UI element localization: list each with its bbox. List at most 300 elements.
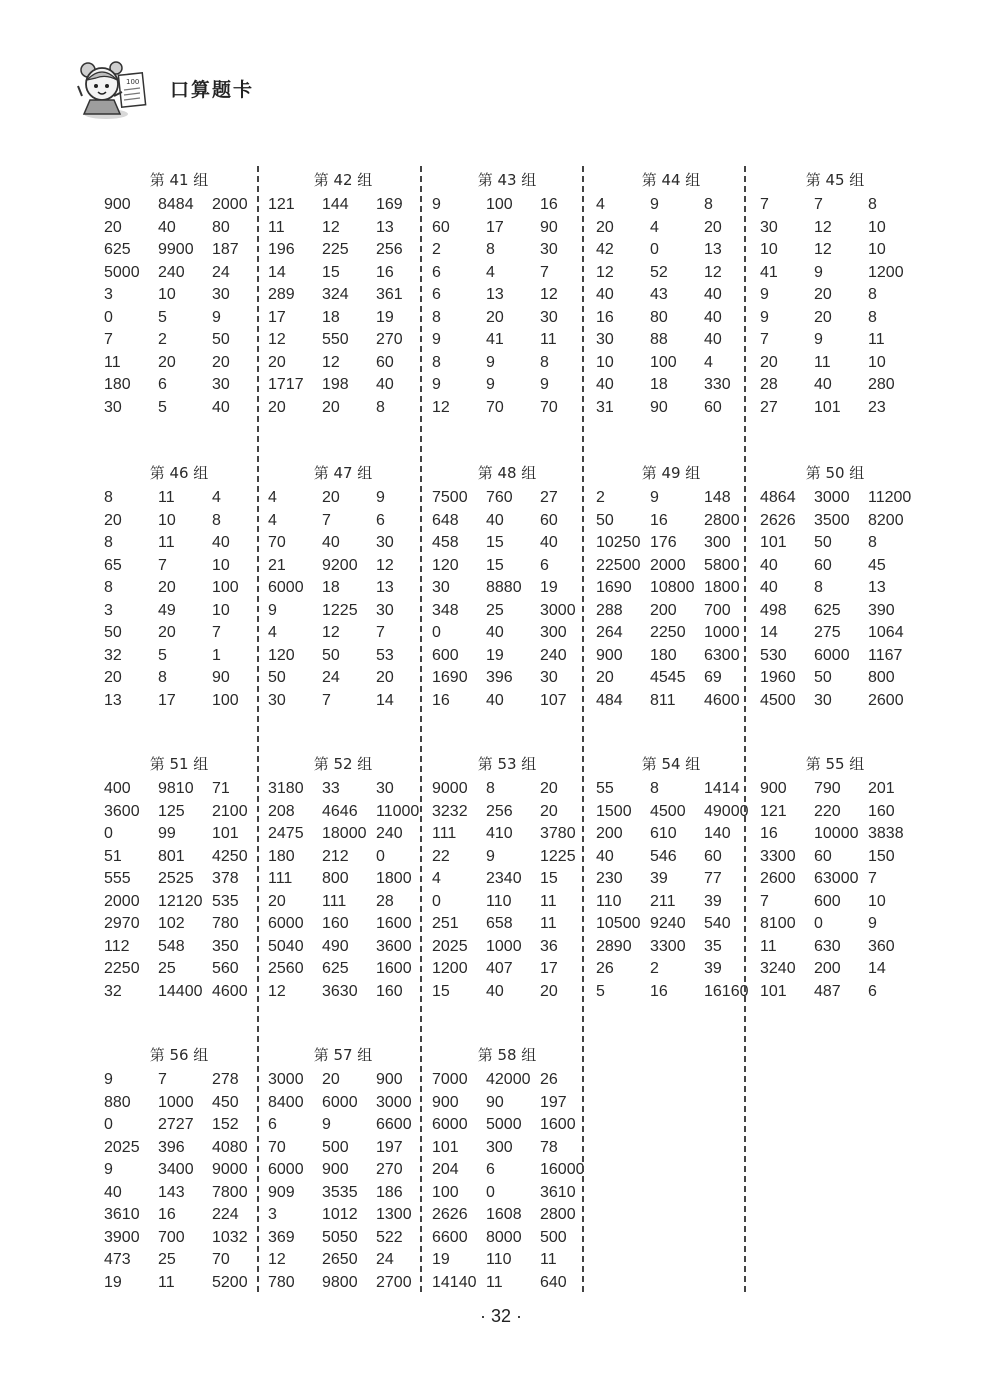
answer-row: [268, 1249, 424, 1272]
answer-value: 4646: [322, 802, 358, 820]
answer-value: 7: [322, 691, 331, 709]
answer-value: 20: [158, 353, 176, 371]
answer-value: 112: [104, 937, 130, 955]
answer-row: [104, 262, 260, 285]
answer-value: 9: [432, 331, 441, 348]
answer-value: 9: [104, 1071, 113, 1088]
answer-value: 10000: [814, 825, 859, 842]
answer-row: [596, 891, 752, 914]
answer-value: 17: [540, 960, 558, 977]
answer-value: 9: [760, 308, 769, 326]
group-title: 第 58 组: [477, 1046, 537, 1064]
answer-row: [268, 1227, 424, 1250]
answer-value: 7: [868, 870, 877, 887]
answer-value: 70: [268, 1138, 286, 1156]
answer-value: 3232: [432, 802, 468, 820]
answer-value: 9200: [322, 556, 358, 574]
answer-value: 15: [486, 556, 504, 574]
answer-value: 187: [212, 241, 239, 258]
answer-row: [268, 284, 424, 307]
answer-value: 8: [704, 196, 713, 213]
answer-row: [268, 913, 424, 936]
answer-value: 6000: [814, 646, 850, 664]
answer-value: 10: [868, 353, 886, 371]
answer-row: [596, 645, 752, 668]
answer-value: 2250: [650, 624, 686, 641]
answer-value: 180: [104, 376, 131, 393]
answer-value: 270: [376, 331, 403, 348]
answer-value: 10500: [596, 915, 641, 932]
answer-row: [104, 284, 260, 307]
answer-row: [268, 532, 424, 555]
answer-value: 16: [432, 691, 450, 709]
answer-value: 8: [432, 353, 441, 371]
answer-value: 801: [158, 847, 185, 865]
answer-value: 27: [760, 398, 778, 416]
answer-value: 487: [814, 982, 841, 1000]
answer-value: 100: [212, 579, 239, 596]
group-title: 第 45 组: [805, 171, 865, 189]
answer-value: 0: [104, 1116, 113, 1133]
answer-value: 70: [212, 1251, 230, 1268]
answer-value: 4: [704, 353, 713, 371]
answer-value: 0: [814, 915, 823, 932]
answer-value: 25: [158, 960, 176, 977]
answer-value: 152: [212, 1116, 239, 1133]
answer-row: [760, 374, 916, 397]
group-title: 第 46 组: [149, 464, 209, 482]
answer-value: 12: [268, 331, 286, 348]
answer-value: 224: [212, 1206, 239, 1223]
group-title: 第 55 组: [805, 755, 865, 773]
answer-value: 100: [650, 353, 677, 371]
answer-row: [432, 329, 588, 352]
answer-row: [760, 194, 916, 217]
group-title: 第 42 组: [313, 171, 373, 189]
answer-value: 16: [158, 1206, 176, 1223]
answer-value: 396: [158, 1138, 185, 1156]
answer-value: 225: [322, 241, 349, 258]
answer-value: 120: [268, 646, 295, 664]
answer-value: 9: [432, 196, 441, 213]
answer-value: 50: [814, 669, 832, 686]
answer-value: 20: [540, 780, 558, 797]
answer-value: 4: [268, 511, 277, 529]
page-title: 口算题卡: [170, 78, 255, 101]
exercise-group: [424, 459, 588, 712]
answer-value: 10: [868, 218, 886, 236]
answer-value: 458: [432, 534, 459, 551]
answer-value: 7: [376, 624, 385, 641]
answer-value: 4: [596, 196, 605, 213]
answer-value: 11: [486, 1273, 503, 1291]
answer-row: [432, 913, 588, 936]
answer-row: [268, 801, 424, 824]
answer-value: 3600: [104, 802, 140, 820]
answer-value: 16: [650, 511, 668, 529]
answer-value: 546: [650, 847, 677, 865]
answer-value: 11: [868, 331, 885, 348]
answer-value: 20: [814, 308, 832, 326]
answer-row: [432, 532, 588, 555]
answer-row: [760, 823, 916, 846]
answer-value: 19: [486, 646, 504, 664]
answer-value: 14: [868, 960, 886, 977]
answer-value: 396: [486, 669, 513, 686]
answer-value: 143: [158, 1183, 185, 1201]
answer-value: 2626: [432, 1206, 468, 1223]
answer-value: 2600: [868, 691, 904, 709]
answer-value: 1225: [540, 847, 576, 865]
answer-value: 39: [704, 960, 722, 977]
answer-value: 8000: [486, 1228, 522, 1246]
answer-value: 8484: [158, 196, 194, 213]
answer-value: 3610: [540, 1183, 576, 1201]
exercise-group: [96, 1041, 260, 1294]
answer-value: 14400: [158, 982, 203, 1000]
answer-row: [268, 577, 424, 600]
answer-value: 5800: [704, 556, 740, 574]
answer-value: 10: [868, 241, 886, 258]
answer-value: 30: [376, 534, 394, 551]
answer-value: 14140: [432, 1273, 477, 1291]
answer-value: 78: [540, 1138, 558, 1156]
answer-value: 6: [268, 1116, 277, 1133]
answer-value: 22500: [596, 556, 641, 574]
answer-value: 20: [376, 669, 394, 686]
answer-value: 220: [814, 802, 841, 820]
answer-value: 4: [650, 218, 659, 236]
answer-row: [760, 981, 916, 1004]
answer-value: 800: [322, 870, 349, 887]
answer-value: 111: [432, 825, 457, 842]
answer-value: 2890: [596, 937, 632, 955]
answer-value: 14: [760, 624, 778, 641]
answer-row: [104, 1204, 260, 1227]
answer-row: [760, 329, 916, 352]
answer-value: 700: [158, 1228, 185, 1246]
exercise-group: [96, 166, 260, 419]
answer-row: [760, 307, 916, 330]
answer-row: [760, 487, 916, 510]
answer-value: 110: [486, 892, 512, 910]
answer-value: 3900: [104, 1228, 140, 1246]
answer-value: 20: [704, 218, 722, 236]
answer-value: 14: [268, 263, 286, 281]
answer-row: [432, 307, 588, 330]
exercise-group: [424, 750, 588, 1003]
answer-value: 41: [760, 263, 778, 281]
answer-value: 12: [322, 353, 340, 371]
answer-value: 900: [376, 1071, 403, 1088]
answer-value: 30: [268, 691, 286, 709]
answer-row: [268, 487, 424, 510]
answer-value: 0: [432, 892, 441, 910]
answer-row: [104, 778, 260, 801]
answer-row: [268, 374, 424, 397]
answer-value: 101: [760, 982, 787, 1000]
answer-value: 3610: [104, 1206, 140, 1223]
answer-row: [268, 1182, 424, 1205]
answer-value: 8: [868, 308, 877, 326]
answer-value: 16: [760, 825, 778, 842]
answer-value: 2: [596, 489, 605, 506]
answer-row: [760, 690, 916, 713]
answer-row: [104, 667, 260, 690]
answer-value: 40: [814, 376, 832, 393]
answer-row: [104, 622, 260, 645]
answer-value: 270: [376, 1161, 403, 1178]
answer-row: [760, 958, 916, 981]
answer-value: 378: [212, 870, 239, 887]
answer-value: 30: [432, 579, 450, 596]
answer-value: 16000: [540, 1161, 585, 1178]
answer-value: 110: [596, 892, 622, 910]
answer-value: 12: [540, 286, 558, 303]
answer-value: 15: [432, 982, 450, 1000]
answer-value: 540: [704, 915, 731, 932]
answer-value: 8: [432, 308, 441, 326]
answer-value: 9: [814, 263, 823, 281]
answer-value: 160: [868, 802, 895, 820]
answer-row: [268, 239, 424, 262]
answer-row: [760, 667, 916, 690]
answer-value: 25: [486, 601, 504, 619]
answer-value: 5: [158, 646, 167, 664]
answer-row: [596, 667, 752, 690]
answer-value: 473: [104, 1251, 131, 1268]
answer-row: [596, 577, 752, 600]
answer-value: 1000: [486, 937, 522, 955]
answer-value: 200: [650, 601, 677, 619]
answer-row: [760, 645, 916, 668]
answer-value: 9: [432, 376, 441, 393]
answer-value: 8: [104, 534, 113, 551]
answer-value: 8: [158, 669, 167, 686]
answer-row: [432, 194, 588, 217]
answer-value: 7: [760, 331, 769, 348]
answer-value: 107: [540, 691, 567, 709]
answer-value: 1600: [376, 915, 412, 932]
answer-value: 2100: [212, 802, 248, 820]
answer-value: 2025: [432, 937, 468, 955]
answer-row: [432, 487, 588, 510]
answer-value: 26: [596, 960, 614, 977]
answer-value: 4: [432, 870, 441, 887]
answer-value: 17: [158, 691, 176, 709]
answer-value: 4: [212, 489, 221, 506]
answer-value: 500: [540, 1228, 567, 1246]
answer-value: 20: [268, 353, 286, 371]
page-number: · 32 ·: [479, 1306, 522, 1326]
answer-row: [760, 600, 916, 623]
answer-value: 880: [104, 1093, 131, 1111]
answer-value: 40: [212, 534, 230, 551]
answer-value: 1200: [432, 960, 468, 977]
group-block: [96, 166, 936, 419]
answer-value: 9: [814, 331, 823, 348]
answer-value: 6600: [376, 1116, 412, 1133]
answer-value: 6: [868, 982, 877, 1000]
answer-value: 50: [212, 331, 230, 348]
answer-value: 16160: [704, 982, 749, 1000]
group-title: 第 48 组: [477, 464, 537, 482]
answer-value: 2: [158, 331, 167, 348]
answer-row: [104, 891, 260, 914]
answer-value: 7: [158, 556, 167, 574]
answer-value: 8880: [486, 579, 522, 596]
answer-row: [596, 262, 752, 285]
answer-value: 60: [432, 218, 450, 236]
answer-value: 18: [322, 579, 340, 596]
answer-value: 610: [650, 825, 677, 842]
answer-row: [268, 510, 424, 533]
answer-value: 11: [540, 892, 557, 910]
answer-row: [104, 1159, 260, 1182]
answer-value: 1500: [596, 802, 632, 820]
answer-value: 9240: [650, 915, 686, 932]
exercise-group: [588, 166, 752, 419]
answer-value: 186: [376, 1183, 403, 1201]
exercise-group: [752, 750, 916, 1003]
answer-value: 6: [376, 511, 385, 529]
answer-value: 288: [596, 601, 623, 619]
answer-value: 2700: [376, 1273, 412, 1291]
answer-row: [432, 555, 588, 578]
answer-value: 50: [596, 511, 614, 529]
answer-value: 30: [376, 780, 394, 797]
answer-row: [596, 397, 752, 420]
answer-value: 100: [432, 1183, 459, 1201]
answer-value: 19: [432, 1251, 450, 1268]
answer-value: 600: [814, 892, 841, 910]
answer-value: 7: [814, 196, 823, 213]
answer-value: 148: [704, 489, 731, 506]
answer-row: [596, 778, 752, 801]
answer-value: 4: [268, 489, 277, 506]
answer-value: 196: [268, 241, 295, 258]
answer-value: 9: [376, 489, 385, 506]
answer-value: 6300: [704, 646, 740, 664]
answer-row: [268, 352, 424, 375]
answer-value: 5000: [104, 263, 140, 281]
answer-value: 60: [814, 847, 832, 865]
answer-value: 31: [596, 398, 614, 416]
exercise-group: [588, 459, 752, 712]
answer-row: [268, 846, 424, 869]
answer-value: 11: [158, 489, 175, 506]
group-block: [96, 750, 936, 1003]
answer-value: 900: [322, 1161, 349, 1178]
answer-value: 197: [376, 1138, 403, 1156]
answer-value: 9: [650, 196, 659, 213]
answer-row: [432, 352, 588, 375]
answer-row: [760, 239, 916, 262]
answer-value: 6: [158, 376, 167, 393]
answer-value: 24: [322, 669, 340, 686]
answer-value: 30: [540, 241, 558, 258]
answer-value: 28: [760, 376, 778, 393]
answer-row: [104, 352, 260, 375]
answer-value: 8: [104, 489, 113, 506]
answer-value: 201: [868, 780, 895, 797]
answer-row: [596, 868, 752, 891]
answer-value: 30: [540, 308, 558, 326]
answer-value: 40: [760, 579, 778, 596]
answer-value: 3780: [540, 825, 576, 842]
answer-value: 40: [704, 308, 722, 326]
answer-row: [596, 600, 752, 623]
answer-value: 9: [760, 286, 769, 303]
answer-row: [268, 307, 424, 330]
answer-value: 150: [868, 847, 895, 865]
answer-value: 11: [540, 1251, 557, 1268]
answer-row: [432, 1272, 588, 1295]
answer-row: [432, 981, 588, 1004]
answer-row: [268, 868, 424, 891]
answer-value: 1000: [158, 1093, 194, 1111]
answer-value: 19: [540, 579, 558, 596]
answer-value: 1608: [486, 1206, 522, 1223]
answer-value: 40: [486, 982, 504, 1000]
answer-row: [268, 936, 424, 959]
answer-value: 390: [868, 601, 895, 619]
answer-value: 3180: [268, 780, 304, 797]
answer-value: 70: [268, 534, 286, 551]
answer-value: 9: [268, 601, 277, 619]
answer-row: [104, 374, 260, 397]
answer-value: 20: [322, 398, 340, 416]
answer-value: 8100: [760, 915, 796, 932]
answer-value: 20: [158, 624, 176, 641]
answer-value: 39: [650, 870, 668, 887]
answer-value: 18000: [322, 825, 367, 842]
answer-value: 16: [596, 308, 614, 326]
answer-value: 1000: [704, 624, 740, 641]
answer-value: 264: [596, 624, 623, 641]
answer-row: [432, 397, 588, 420]
answer-row: [760, 936, 916, 959]
answer-row: [760, 555, 916, 578]
answer-value: 8200: [868, 511, 904, 529]
answer-value: 50: [268, 669, 286, 686]
answer-value: 30: [104, 398, 122, 416]
exercise-group: [260, 1041, 424, 1294]
answer-value: 13: [376, 579, 394, 596]
answer-value: 548: [158, 937, 185, 955]
answer-value: 12: [322, 624, 340, 641]
answer-value: 51: [104, 847, 122, 865]
answer-row: [760, 352, 916, 375]
answer-value: 8: [486, 780, 495, 797]
answer-value: 369: [268, 1228, 295, 1246]
answer-row: [104, 958, 260, 981]
answer-value: 240: [158, 263, 185, 281]
answer-row: [268, 1137, 424, 1160]
answer-value: 300: [486, 1138, 513, 1156]
answer-value: 4250: [212, 847, 248, 865]
answer-value: 32: [104, 982, 122, 1000]
answer-value: 198: [322, 376, 349, 393]
answer-value: 348: [432, 601, 459, 619]
answer-value: 0: [376, 847, 385, 865]
answer-value: 2000: [104, 892, 140, 910]
answer-value: 9800: [322, 1273, 358, 1291]
answer-value: 2000: [212, 196, 248, 213]
answer-row: [432, 1249, 588, 1272]
answer-value: 9: [540, 376, 549, 393]
answer-value: 40: [760, 556, 778, 574]
